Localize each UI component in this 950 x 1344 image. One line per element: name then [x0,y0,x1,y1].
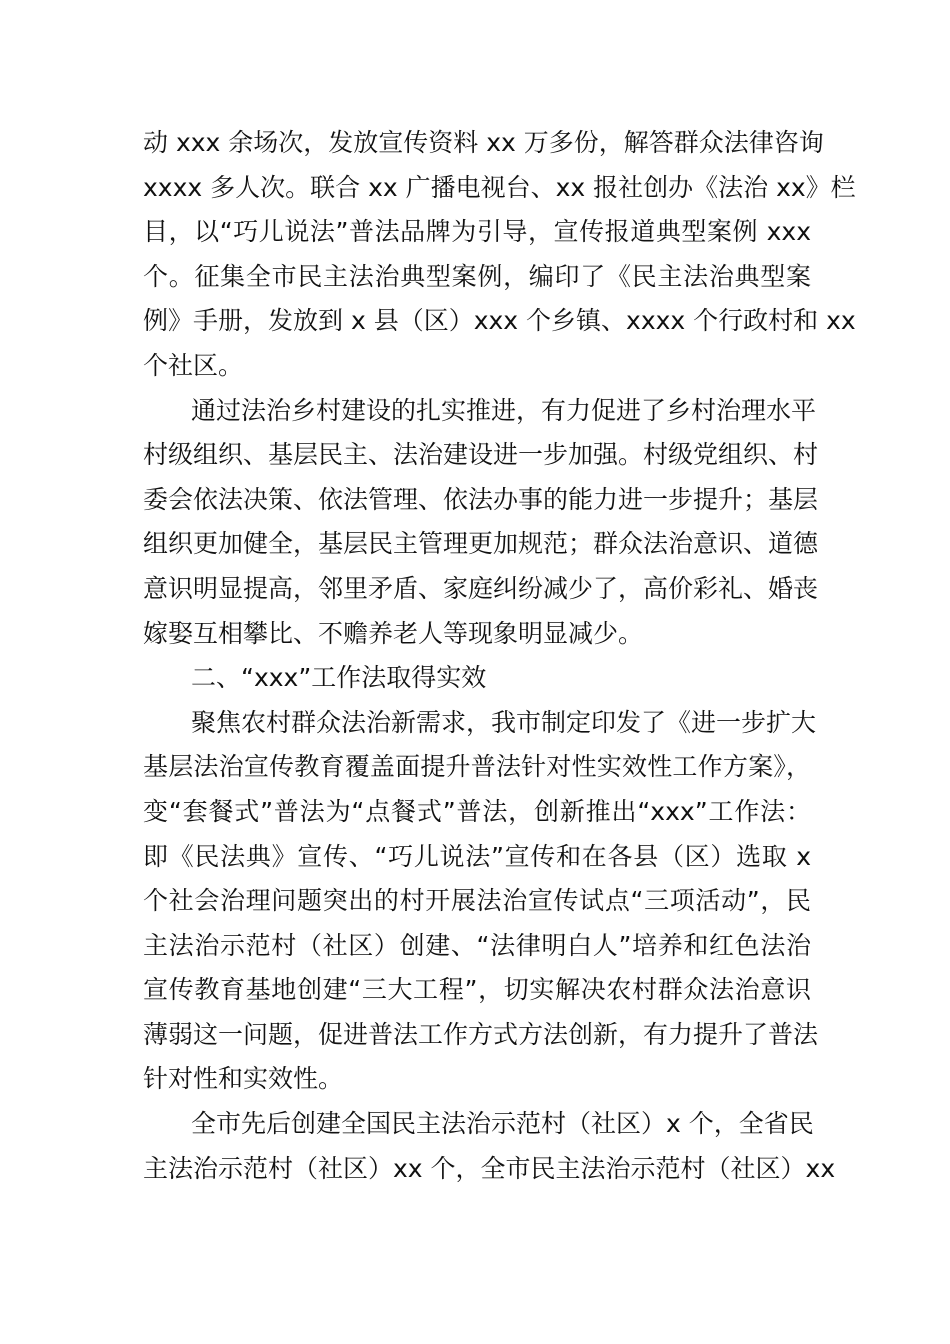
text-line: 嫁娶互相攀比、不赡养老人等现象明显减少。 [143,618,644,648]
text-line: 全市先后创建全国民主法治示范村（社区）x 个，全省民 [191,1109,814,1139]
text-line: 个社会治理问题突出的村开展法治宣传试点“三项活动”，民 [143,886,811,916]
text-line: 即《民法典》宣传、“巧儿说法”宣传和在各县（区）选取 x [143,841,811,871]
text-line: xxxx 多人次。联合 xx 广播电视台、xx 报社创办《法治 xx》栏 [143,172,856,202]
text-line: 个。征集全市民主法治典型案例，编印了《民主法治典型案 [143,261,811,291]
text-line: 目，以“巧儿说法”普法品牌为引导，宣传报道典型案例 xxx [143,217,811,247]
text-line: 例》手册，发放到 x 县（区）xxx 个乡镇、xxxx 个行政村和 xx [143,306,856,336]
text-line: 通过法治乡村建设的扎实推进，有力促进了乡村治理水平 [191,395,817,425]
paragraph [143,1102,836,1191]
text-line: 个社区。 [143,350,244,380]
text-line: 组织更加健全，基层民主管理更加规范；群众法治意识、道德 [143,529,819,559]
text-line: 主法治示范村（社区）xx 个，全市民主法治示范村（社区）xx [143,1153,836,1183]
text-line: 村级组织、基层民主、法治建设进一步加强。村级党组织、村 [143,440,819,470]
text-line: 聚焦农村群众法治新需求，我市制定印发了《进一步扩大 [191,707,817,737]
paragraph [143,121,856,389]
text-line: 委会依法决策、依法管理、依法办事的能力进一步提升；基层 [143,484,819,514]
document-body [143,121,856,1191]
text-line: 基层法治宣传教育覆盖面提升普法针对性实效性工作方案》， [143,752,811,782]
paragraph [143,701,819,1102]
text-line: 意识明显提高，邻里矛盾、家庭纠纷减少了，高价彩礼、婚丧 [143,573,819,603]
text-line: 主法治示范村（社区）创建、“法律明白人”培养和红色法治 [143,930,811,960]
text-line: 变“套餐式”普法为“点餐式”普法，创新推出“xxx”工作法： [143,796,811,826]
section-heading [143,656,811,701]
paragraph [143,389,819,657]
text-line: 针对性和实效性。 [143,1064,344,1094]
text-line: 动 xxx 余场次，发放宣传资料 xx 万多份，解答群众法律咨询 [143,128,824,157]
text-line: 二、“xxx”工作法取得实效 [191,663,487,693]
text-line: 薄弱这一问题，促进普法工作方式方法创新，有力提升了普法 [143,1019,819,1049]
text-line: 宣传教育基地创建“三大工程”，切实解决农村群众法治意识 [143,975,811,1005]
